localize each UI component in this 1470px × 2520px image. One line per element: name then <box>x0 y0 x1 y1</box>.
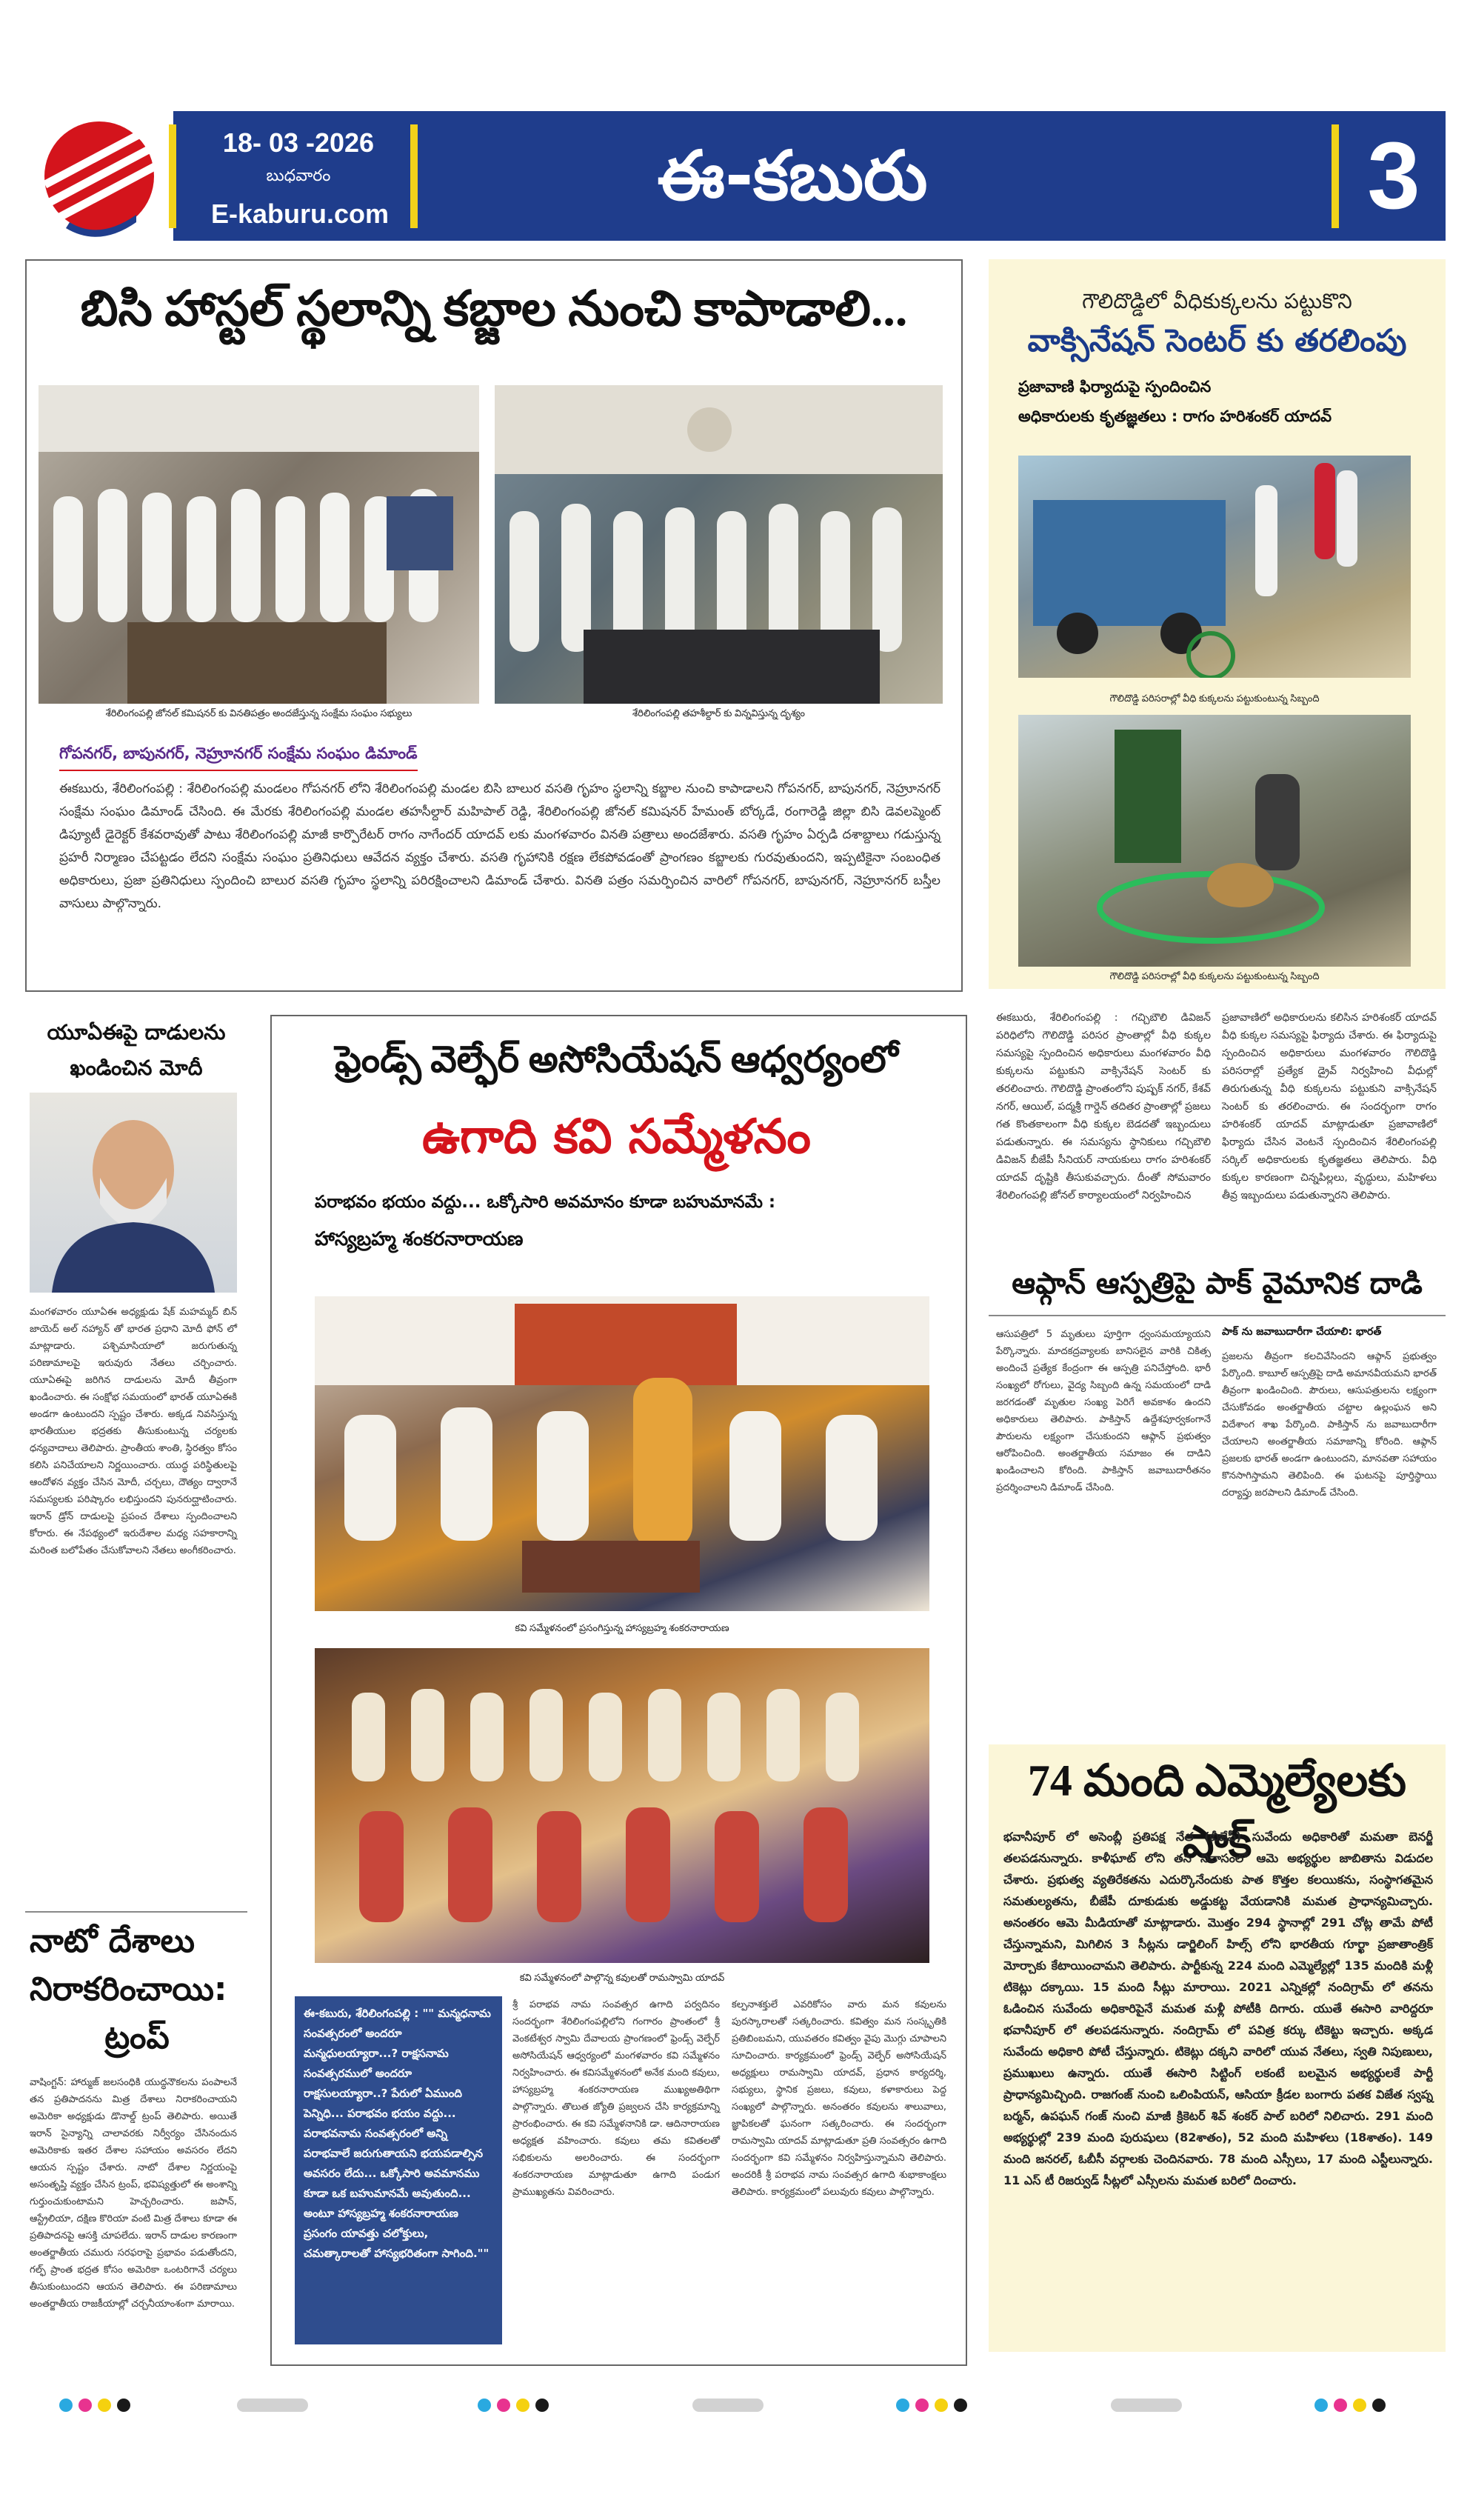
registration-bar <box>692 2399 764 2412</box>
dogs-photo2-caption: గౌలిదొడ్డి పరిసరాల్లో వీధి కుక్కలను పట్టుకుంటున్న సిబ్బంది <box>1109 970 1320 981</box>
registration-dot <box>59 2399 73 2412</box>
story-afghan-col2: ప్రజలను తీవ్రంగా కలచివేసిందని ఆఫ్గాన్ ప్రభుత్వం పేర్కొంది. కాబూల్ ఆస్పత్రిపై దాడి అమానవీయమని భారత్ తీవ్రంగా ఖండించింది. పౌరులు, ఆసుపత్రులను లక్ష్యంగా చేసుకోవడం అంతర్జాతీయ చట్టాల ఉల్లంఘన అని విదేశాంగ శాఖ పేర్కొంది. పాకిస్తాన్ ను జవాబుదారీగా చేయాలని అంతర్జాతీయ సమాజాన్ని కోరింది. ఆఫ్గాన్ ప్రజలకు భారత్ అండగా ఉంటుందని, మానవతా సహాయం కొనసాగిస్తామని తెలిపింది. ఈ ఘటనపై పూర్తిస్థాయి దర్యాప్తు జరపాలని డిమాండ్ చేసింది. <box>1222 1351 1437 1499</box>
group-photo-icon <box>495 385 943 704</box>
story-modi-headline: యూఏఈపై దాడులను ఖండించిన మోదీ <box>47 1020 226 1080</box>
story-hostel-subheading: గోపనగర్, బాపునగర్, నెహ్రూనగర్ సంక్షేమ సంఘం డిమాండ్ <box>59 744 418 771</box>
masthead-divider <box>169 124 176 228</box>
story-mla-body: భవానీపూర్ లో అసెంబ్లీ ప్రతిపక్ష నేత (బీజేపీ) సువేందు అధికారితో మమతా బెనర్జీ తలపడనున్నారు. కాళీఘాట్ లోని తన నివాసంలో ఆమె అభ్యర్థుల జాబితాను విడుదల చేశారు. ప్రభుత్వ వ్యతిరేకతను ఎదుర్కొనేందుకు పాత కొత్తల కలయికను, సంస్థాగతమైన సమతుల్యతను, బీజేపీ దూకుడుకు అడ్డుకట్ట వేయడానికి మమత ప్రాధాన్యమిచ్చారు. అనంతరం ఆమె మీడియాతో మాట్లాడారు. మొత్తం 294 స్థానాల్లో 291 చోట్ల తామే పోటీ చేస్తున్నామని, మిగిలిన 3 సీట్లను డార్జిలింగ్ హిల్స్ లోని భారతీయ గూర్ఖా ప్రజాతాంత్రిక్ మోర్చాకు కేటాయించామని తెలిపారు. పార్టీకున్న 224 మంది ఎమ్మెల్యేల్లో 135 మందికి మళ్లీ టికెట్లు దక్కాయి. 15 మంది సీట్లు మారాయి. 2021 ఎన్నికల్లో నందిగ్రామ్ లో తనను ఓడించిన సువేందు అధికారిపైనే మమత మళ్లీ పోటీకి దిగారు. యుతే ఈసారి వారిద్దరూ భవానీపూర్ లో తలపడనున్నారు. నందిగ్రామ్ లో పవిత్ర కర్కు టికెట్టు ఇచ్చారు. అక్కడ సువేందు అధికారి పోటీ చేస్తున్నారు. టికెట్లు దక్కని వారిలో యువ నేతలు, స్వతి నిపుణులు, ప్రముఖులు ఉన్నారు. యుతే ఈసారి సిట్టింగ్ లకంటే బలమైన అభ్యర్థులకే పార్టీ ప్రాధాన్యమిచ్చింది. రాజగంజ్ నుంచి ఒలింపియన్, ఆసియా క్రీడల బంగారు పతక విజేత స్వప్న బర్మన్, ఉపఘన్ గంజ్ నుంచి మాజీ క్రికెటర్ శివ్ శంకర్ పాల్ బరిలో నిలిచారు. 291 మంది అభ్యర్థుల్లో 239 మంది పురుషులు (82శాతం), 52 మంది మహిళలు (18శాతం). 149 మంది జనరల్, ఓబీసీ వర్గాలకు చెందినవారు. 78 మంది ఎస్సీలు, 17 మంది ఎస్టీలున్నారు. 11 ఎస్ టీ రిజర్వుడ్ సీట్లలో ఎస్సీలను మమత బరిలో దించారు. <box>1003 1830 1433 2187</box>
hostel-photo-commissioner <box>39 385 479 704</box>
paper-title: ఈ-కబురు <box>657 136 928 216</box>
story-dogs-col2: ప్రజావాణిలో అధికారులను కలిసిన హరిశంకర్ యాదవ్ వీధి కుక్కల సమస్యపై ఫిర్యాదు చేశారు. ఈ ఫిర్యాదుపై స్పందించిన అధికారులు మంగళవారం గౌలిదొడ్డి పరిసరాల్లో ప్రత్యేక డ్రైవ్ నిర్వహించి వీధుల్లో తిరుగుతున్న వీధి కుక్కలను పట్టుకుని వాక్సినేషన్ సెంటర్ కు తరలించారు. ఈ సందర్భంగా రాగం హరిశంకర్ యాదవ్ మాట్లాడుతూ ప్రజావాణిలో ఫిర్యాదు చేసిన వెంటనే స్పందించిన శేరిలింగంపల్లి సర్కిల్ అధికారులకు కృతజ్ఞతలు తెలిపారు. వీధి కుక్కల కారణంగా చిన్నపిల్లలు, వృద్ధులు, మహిళలు తీవ్ర ఇబ్బందులు పడుతున్నారని తెలిపారు. <box>1222 1012 1437 1201</box>
story-dogs-col1: ఈకబురు, శేరిలింగంపల్లి : గచ్చిబౌలి డివిజన్ పరిధిలోని గౌలిదొడ్డి పరిసర ప్రాంతాల్లో వీధి కుక్కల సమస్యపై స్పందించిన అధికారులు మంగళవారం వీధి కుక్కలను పట్టుకుని వాక్సినేషన్ సెంటర్ కు తరలించారు. గౌలిదొడ్డి ప్రాంతంలోని పుష్పక్ నగర్, కేశవ్ నగర్, ఆయిల్, పద్మశ్రీ గార్డెన్ తదితర ప్రాంతాల్లో ప్రజలు గత కొంతకాలంగా వీధి కుక్కల బెడదతో ఇబ్బందులు పడుతున్నారు. ఈ సమస్యను స్థానికులు గచ్చిబౌలి డివిజన్ బీజేపీ సీనియర్ నాయకులు రాగం హరిశంకర్ యాదవ్ దృష్టికి తీసుకువచ్చారు. దీంతో సోమవారం శేరిలింగంపల్లి జోనల్ కార్యాలయంలో నిర్వహించిన <box>996 1012 1211 1201</box>
registration-dot <box>935 2399 948 2412</box>
ugadi-photo-speech <box>315 1296 929 1611</box>
ugadi-photo2-caption: కవి సమ్మేళనంలో పాల్గొన్న కవులతో రామస్వామి యాదవ్ <box>519 1972 725 1983</box>
dog-net-photo-icon <box>1018 715 1411 967</box>
ugadi-quote-box: ఈ-కబురు, శేరిలింగంపల్లి : "" మన్మధనామ సంవత్సరంలో అందరూ మన్మధులయ్యారా...? రాక్షసనామ సంవత్సరములో అందరూ రాక్షసులయ్యారా..? పేరులో ఏముంది పెన్నిధి... పరాభవం భయం వద్దు... పరాభవనామ సంవత్సరంలో అన్ని పరాభవాలే జరుగుతాయని భయపడాల్సిన అవసరం లేదు... ఒక్కోసారి అవమానము కూడా ఒక బహుమానమే అవుతుంది... అంటూ హాస్యబ్రహ్మ శంకరనారాయణ ప్రసంగం యావత్తు చలోక్తులు, చమత్కారాలతో హాస్యభరితంగా సాగింది."" <box>295 1996 502 2344</box>
dogs-photo-truck <box>1018 456 1411 678</box>
group-photo-icon <box>315 1648 929 1963</box>
story-hostel-body: ఈకబురు, శేరిలింగంపల్లి : శేరిలింగంపల్లి మండలం గోపనగర్ లోని శేరిలింగంపల్లి మండల బిసి బాలుర వసతి గృహం స్థలాన్ని కబ్జాల నుంచి కాపాడాలని గోపనగర్, బాపునగర్, నెహ్రూనగర్ సంక్షేమ సంఘం డిమాండ్ చేసింది. ఈ మేరకు శేరిలింగంపల్లి మండల తహసీల్దార్ మహిపాల్ రెడ్డి, శేరిలింగంపల్లి జోనల్ కమిషనర్ హేమంత్ బోర్కడే, రంగారెడ్డి జిల్లా బిసి డెవలప్మెంట్ డిప్యూటీ డైరెక్టర్ కేశవరావుతో పాటు శేరిలింగంపల్లి మాజీ కార్పొరేటర్ రాగం నాగేందర్ యాదవ్ లకు మంగళవారం వినతి పత్రాలు అందజేశారు. వసతి గృహం ఏర్పడి దశాబ్దాలు గడుస్తున్న ప్రహరీ నిర్మాణం చేపట్టడం లేదని సంక్షేమ సంఘం ప్రతినిధులు ఆవేదన వ్యక్తం చేశారు. వసతి గృహానికి రక్షణ లేకపోవడంతో ప్రాంగణం కబ్జాలకు గురవుతుందని, ఇప్పటికైనా సంబంధిత అధికారులు, ప్రజా ప్రతినిధులు స్పందించి బాలుర వసతి గృహం స్థలాన్ని పరిరక్షించాలని డిమాండ్ చేశారు. వినతి పత్రం సమర్పించిన వారిలో గోపనగర్, బాపునగర్, నెహ్రూనగర్ బస్తీల వాసులు పాల్గొన్నారు. <box>59 781 941 911</box>
registration-dot <box>1353 2399 1366 2412</box>
registration-dot <box>117 2399 130 2412</box>
story-modi-body: మంగళవారం యూఏఈ అధ్యక్షుడు షేక్ మహమ్మద్ బిన్ జాయెద్ అల్ నహ్యాన్ తో భారత ప్రధాని మోదీ ఫోన్ లో మాట్లాడారు. పశ్చిమాసియాలో జరుగుతున్న పరిణామాలపై ఇరువురు నేతలు చర్చించారు. యూఏఈపై జరిగిన దాడులను మోదీ తీవ్రంగా ఖండించారు. ఈ సంక్షోభ సమయంలో భారత్ యూఏఈకి అండగా ఉంటుందని స్పష్టం చేశారు. అక్కడ నివసిస్తున్న భారతీయుల భద్రతకు తీసుకుంటున్న చర్యలకు ధన్యవాదాలు తెలిపారు. ప్రాంతీయ శాంతి, స్థిరత్వం కోసం కలిసి పనిచేయాలని నిర్ణయించారు. యుద్ధ పరిస్థితులపై ఆందోళన వ్యక్తం చేసిన మోదీ, చర్చలు, దౌత్యం ద్వారానే సమస్యలకు పరిష్కారం లభిస్తుందని పునరుద్ఘాటించారు. ఇరాన్ డ్రోన్ దాడులపై ప్రపంచ దేశాలు స్పందించాలని కోరారు. ఈ నేపథ్యంలో ఇరుదేశాల మధ్య సహకారాన్ని మరింత బలోపేతం చేసుకోవాలని నేతలు అంగీకరించారు. <box>30 1307 237 1556</box>
masthead-divider <box>1332 124 1339 228</box>
registration-dot <box>516 2399 529 2412</box>
story-ugadi-deck2: హాస్యబ్రహ్మ శంకరనారాయణ <box>315 1228 524 1250</box>
story-trump-body: వాషింగ్టన్: హార్ముజ్ జలసంధికి యుద్ధనౌకలను పంపాలనే తన ప్రతిపాదనను మిత్ర దేశాలు నిరాకరించాయని అమెరికా అధ్యక్షుడు డొనాల్డ్ ట్రంప్ తెలిపారు. అయితే ఇరాన్ సైన్యాన్ని చాలావరకు నిర్వీర్యం చేసినందున అమెరికాకు ఇతర దేశాల సహాయం అవసరం లేదని ఆయన స్పష్టం చేశారు. నాటో దేశాల నిర్ణయంపై అసంతృప్తి వ్యక్తం చేసిన ట్రంప్, భవిష్యత్తులో ఈ అంశాన్ని గుర్తుంచుకుంటామని హెచ్చరించారు. జపాన్, ఆస్ట్రేలియా, దక్షిణ కొరియా వంటి మిత్ర దేశాలు కూడా ఈ ప్రతిపాదనపై ఆసక్తి చూపలేదు. ఇరాన్ దాడుల కారణంగా అంతర్జాతీయ చమురు సరఫరాపై ప్రభావం పడుతోందని, గల్ఫ్ ప్రాంత భద్రత కోసం అమెరికా ఒంటరిగానే చర్యలు తీసుకుంటుందని ఆయన తెలిపారు. ఈ పరిణామాలు అంతర్జాతీయ రాజకీయాల్లో చర్చనీయాంశంగా మారాయి. <box>30 2077 237 2310</box>
registration-dot <box>915 2399 929 2412</box>
group-photo-icon <box>39 385 479 704</box>
stage-photo-icon <box>315 1296 929 1611</box>
registration-dot <box>478 2399 491 2412</box>
truck-photo-icon <box>1018 456 1411 678</box>
divider <box>989 1315 1446 1316</box>
story-trump-headline-1: నాటో దేశాలు <box>30 1922 195 1960</box>
registration-dot <box>1372 2399 1386 2412</box>
logo <box>25 111 173 241</box>
story-ugadi-headline-red: ఉగాది కవి సమ్మేళనం <box>421 1110 811 1164</box>
divider <box>25 1911 247 1913</box>
hostel-photo1-caption: శేరిలింగంపల్లి జోనల్ కమిషనర్ కు వినతిపత్రం అందజేస్తున్న సంక్షేమ సంఘం సభ్యులు <box>105 707 412 719</box>
story-ugadi-col1: శ్రీ పరాభవ నామ సంవత్సర ఉగాది పర్వదినం సందర్భంగా శేరిలింగంపల్లిలోని గంగారం ప్రాంతంలో శ్రీ వెంకటేశ్వర స్వామి దేవాలయ ప్రాంగణంలో ఫ్రెండ్స్ వెల్ఫేర్ అసోసియేషన్ ఆధ్వర్యంలో మంగళవారం కవి సమ్మేళనం నిర్వహించారు. ఈ కవిసమ్మేళనంలో అనేక మంది కవులు, హాస్యబ్రహ్మ శంకరనారాయణ ముఖ్యఅతిథిగా పాల్గొన్నారు. తొలుత జ్యోతి ప్రజ్వలన చేసి కార్యక్రమాన్ని ప్రారంభించారు. ఈ కవి సమ్మేళనానికి డా. ఆదినారాయణ అధ్యక్షత వహించారు. కవులు తమ కవితలతో సభికులను అలరించారు. ఈ సందర్భంగా శంకరనారాయణ మాట్లాడుతూ ఉగాది పండుగ ప్రాముఖ్యతను వివరించారు. <box>512 1999 720 2198</box>
story-ugadi-deck1: పరాభవం భయం వద్దు... ఒక్కోసారి అవమానం కూడా బహుమానమే : <box>315 1193 776 1212</box>
story-ugadi-headline: ఫ్రెండ్స్ వెల్ఫేర్ అసోసియేషన్ ఆధ్వర్యంలో <box>335 1039 898 1080</box>
story-trump-headline-3: ట్రంప్ <box>104 2019 170 2056</box>
ugadi-photo-group <box>315 1648 929 1963</box>
masthead-divider <box>410 124 418 228</box>
registration-bar <box>1111 2399 1182 2412</box>
story-afghan-subhead: పాక్ ను జవాబుదారీగా చేయాలి: భారత్ <box>1222 1326 1382 1338</box>
issue-weekday: బుధవారం <box>266 166 331 184</box>
page-number: 3 <box>1367 123 1420 229</box>
dogs-photo-net <box>1018 715 1411 967</box>
registration-dot <box>1314 2399 1328 2412</box>
registration-dot <box>954 2399 967 2412</box>
registration-dot <box>98 2399 111 2412</box>
hostel-photo-tahsildar <box>495 385 943 704</box>
website-link[interactable]: E-kaburu.com <box>210 199 390 229</box>
story-dogs-deck2: అధికారులకు కృతజ్ఞతలు : రాగం హరిశంకర్ యాదవ్ <box>1018 407 1332 425</box>
registration-dot <box>1334 2399 1347 2412</box>
story-afghan-headline: ఆఫ్గాన్ ఆస్పత్రిపై పాక్ వైమానిక దాడి <box>1012 1267 1423 1301</box>
story-dogs-deck1: ప్రజావాణి ఫిర్యాదుపై స్పందించిన <box>1018 378 1212 396</box>
story-afghan-col1: ఆసుపత్రిలో 5 మృతులు పూర్తిగా ధ్వంసమయ్యాయని పేర్కొన్నారు. మాదకద్రవ్యాలకు బానిసలైన వారికి చికిత్స అందించే ప్రత్యేక కేంద్రంగా ఈ ఆస్పత్రి పనిచేస్తోంది. భారీ సంఖ్యలో రోగులు, వైద్య సిబ్బంది ఉన్న సమయంలో దాడి జరగడంతో మృతుల సంఖ్య పెరిగే అవకాశం ఉందని అధికారులు తెలిపారు. పాకిస్తాన్ ఉద్దేశపూర్వకంగానే పౌరులను లక్ష్యంగా చేసుకుందని ఆఫ్గాన్ ప్రభుత్వం ఆరోపించింది. అంతర్జాతీయ సమాజం ఈ దాడిని ఖండించాలని కోరింది. పాకిస్తాన్ జవాబుదారీతనం ప్రదర్శించాలని డిమాండ్ చేసింది. <box>996 1329 1211 1493</box>
modi-photo <box>30 1093 237 1293</box>
ekaburu-logo-icon <box>25 111 173 241</box>
story-mla-headline: 74 మంది ఎమ్మెల్యేలకు షాక్ <box>1027 1756 1407 1867</box>
registration-dot <box>497 2399 510 2412</box>
registration-dot <box>78 2399 92 2412</box>
hostel-photo2-caption: శేరిలింగంపల్లి తహశీల్దార్ కు విన్నవిస్తున్న దృశ్యం <box>632 707 805 719</box>
story-hostel-headline: బిసి హాస్టల్ స్థలాన్ని కబ్జాల నుంచి కాపాడాలి... <box>80 282 908 336</box>
story-dogs-kicker: గౌలిదొడ్డిలో వీధికుక్కలను పట్టుకొని <box>1082 289 1352 313</box>
registration-dot <box>896 2399 909 2412</box>
ugadi-photo1-caption: కవి సమ్మేళనంలో ప్రసంగిస్తున్న హాస్యబ్రహ్మ శంకరనారాయణ <box>515 1622 729 1633</box>
portrait-photo-icon <box>30 1093 237 1293</box>
story-trump-headline-2: నిరాకరించాయి: <box>30 1970 227 2008</box>
registration-bar <box>237 2399 308 2412</box>
story-dogs-headline: వాక్సినేషన్ సెంటర్ కు తరలింపు <box>1027 322 1407 359</box>
story-ugadi-col2: కల్పనాశక్తులే ఎవరికోసం వారు మన కవులను పురస్కారాలతో సత్కరించారు. కవిత్వం మన సంస్కృతికి ప్రతిబింబమని, యువతరం కవిత్వం వైపు మొగ్గు చూపాలని సూచించారు. కార్యక్రమంలో ఫ్రెండ్స్ వెల్ఫేర్ అసోసియేషన్ అధ్యక్షులు రామస్వామి యాదవ్, ప్రధాన కార్యదర్శి, సభ్యులు, స్థానిక ప్రజలు, కవులు, కళాకారులు పెద్ద సంఖ్యలో పాల్గొన్నారు. అనంతరం కవులను శాలువాలు, జ్ఞాపికలతో ఘనంగా సత్కరించారు. ఈ సందర్భంగా రామస్వామి యాదవ్ మాట్లాడుతూ ప్రతి సంవత్సరం ఉగాది సందర్భంగా కవి సమ్మేళనం నిర్వహిస్తున్నామని తెలిపారు. అందరికీ శ్రీ పరాభవ నామ సంవత్సర ఉగాది శుభాకాంక్షలు తెలిపారు. కార్యక్రమంలో పలువురు కవులు పాల్గొన్నారు. <box>732 1999 946 2198</box>
issue-date: 18- 03 -2026 <box>222 127 375 158</box>
registration-dot <box>535 2399 549 2412</box>
dogs-photo1-caption: గౌలిదొడ్డి పరిసరాల్లో వీధి కుక్కలను పట్టుకుంటున్న సిబ్బంది <box>1109 693 1320 704</box>
